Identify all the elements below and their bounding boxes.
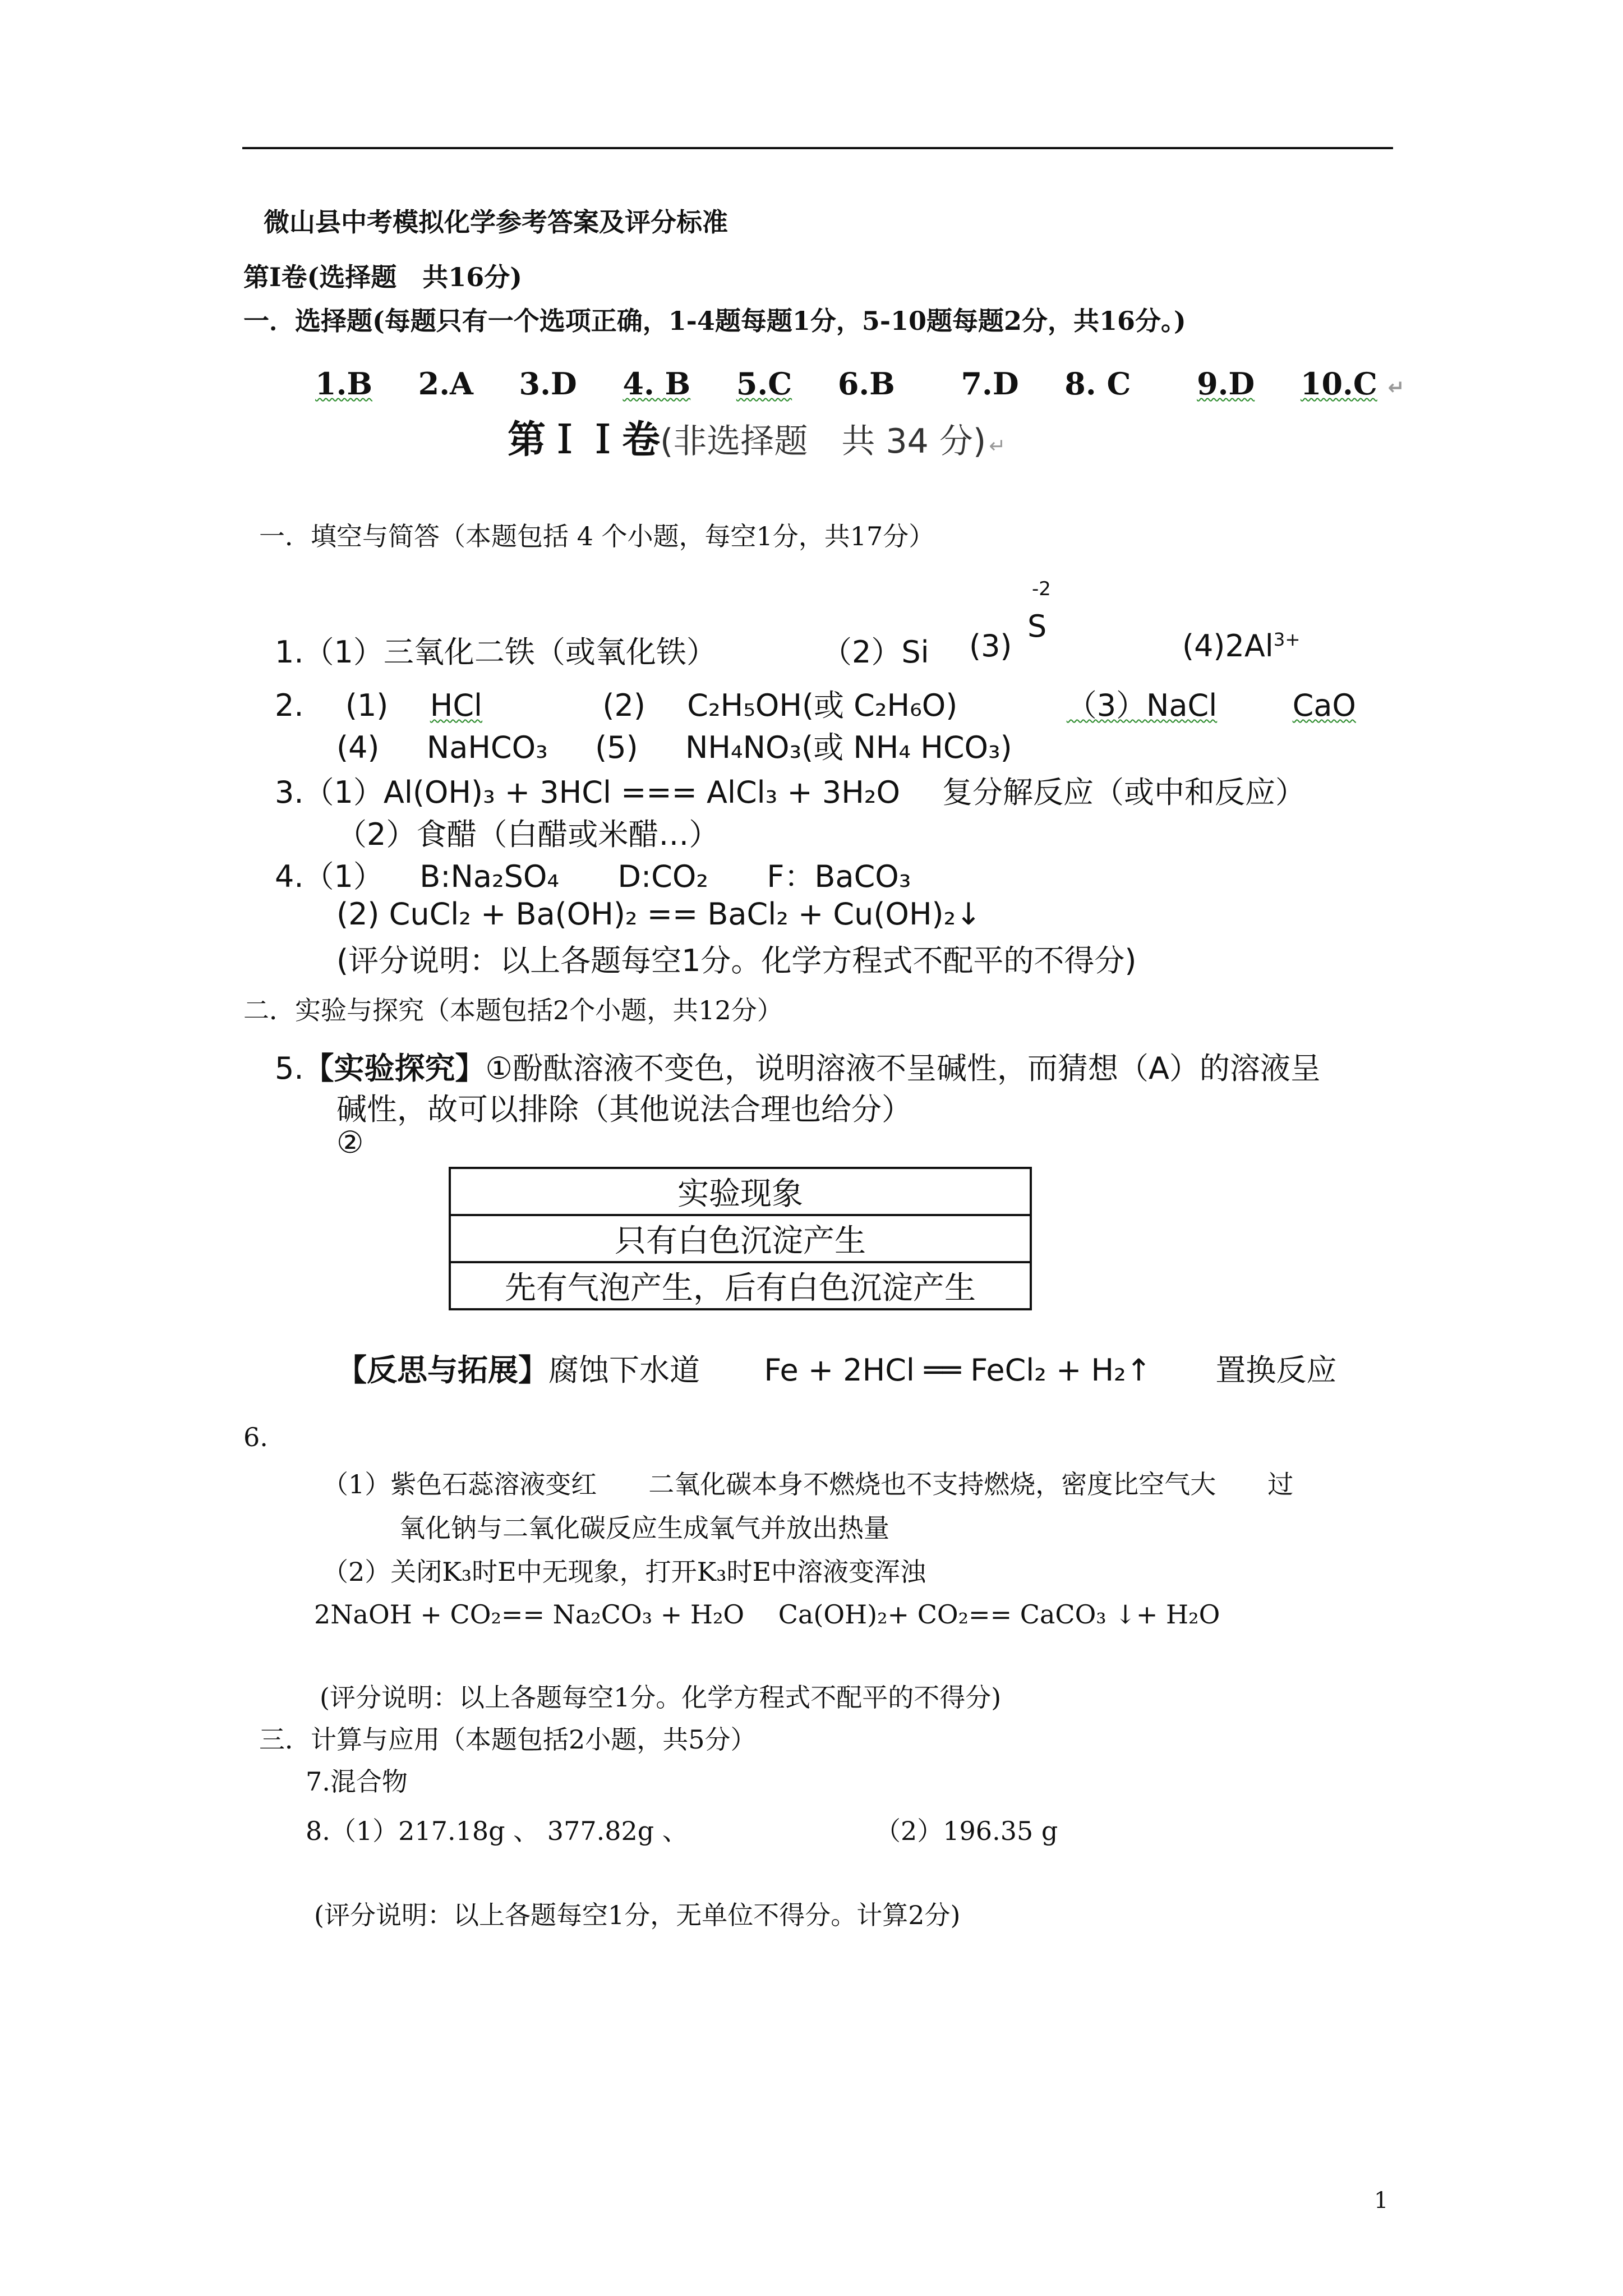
q6-number: 6. (243, 1422, 268, 1452)
answer-1: 1.B (315, 366, 373, 402)
answer-3: 3.D (519, 366, 577, 402)
q2-answer-3: （3）NaCl (1066, 688, 1218, 723)
mcq-answers (315, 366, 1405, 402)
q4-label: 4.（1） (275, 859, 384, 894)
section3-title: 三．计算与应用（本题包括2小题，共5分） (259, 1724, 757, 1755)
q2-label-2: (2) (602, 688, 645, 723)
q6-line1: （1）紫色石蕊溶液变红 二氧化碳本身不燃烧也不支持燃烧，密度比空气大 过 (322, 1469, 1294, 1499)
q4-answer-b: B:Na₂SO₄ (419, 859, 560, 894)
reflection-equation: Fe + 2HCl ══ FeCl₂ + H₂↑ (764, 1352, 1152, 1388)
q8-answer-1: 8.（1）217.18g 、 377.82g 、 (306, 1816, 688, 1846)
answer-7: 7.D (961, 366, 1019, 402)
answer-8: 8. C (1064, 366, 1131, 402)
q8-answer-2: （2）196.35 g (875, 1816, 1058, 1846)
document-title: 微山县中考模拟化学参考答案及评分标准 (264, 207, 728, 237)
q1-al-ion: (4)2Al (1182, 628, 1274, 664)
q5-tag: 【实验探究】 (303, 1051, 486, 1086)
section2-title: 二．实验与探究（本题包括2个小题，共12分） (243, 995, 783, 1025)
q5-reflection (336, 1346, 1336, 1389)
q5-number: 5. (275, 1051, 304, 1086)
reflection-answer-1: 腐蚀下水道 (548, 1352, 700, 1388)
q2-label-1: (1) (345, 688, 389, 723)
scoring-note-3: (评分说明：以上各题每空1分，无单位不得分。计算2分) (314, 1900, 961, 1930)
part2-header-sub: (非选择题 共 34 分) (660, 422, 986, 461)
answer-6: 6.B (837, 366, 895, 402)
q6-line3: （2）关闭K₃时E中无现象，打开K₃时E中溶液变浑浊 (322, 1557, 926, 1587)
answer-2: 2.A (418, 366, 473, 402)
q3-equation: 3.（1）Al(OH)₃ + 3HCl === AlCl₃ + 3H₂O (275, 775, 901, 810)
q2-line1 (275, 682, 1356, 725)
q1-part4 (1182, 628, 1301, 664)
section1-title: 一．填空与简答（本题包括 4 个小题，每空1分，共17分） (259, 521, 935, 551)
q2-answer-2: C₂H₅OH(或 C₂H₆O) (687, 688, 958, 723)
q1-part3: (3) (969, 628, 1012, 664)
q5-line1 (275, 1045, 1321, 1088)
q2-answer-5: NH₄NO₃(或 NH₄ HCO₃) (685, 730, 1012, 765)
page-number: 1 (1374, 2188, 1389, 2214)
q2-answer-4: NaHCO₃ (426, 730, 548, 765)
answer-9: 9.D (1197, 366, 1255, 402)
q1-sulfur-symbol: S (1027, 609, 1047, 644)
q5-line2: 碱性，故可以排除（其他说法合理也给分） (336, 1092, 912, 1127)
top-rule (242, 147, 1393, 149)
part2-header (508, 409, 1006, 464)
q1-sulfur-charge: -2 (1032, 578, 1051, 600)
table-cell: 只有白色沉淀产生 (450, 1215, 1031, 1262)
return-mark-icon: ↵ (1387, 376, 1405, 399)
q2-label-5: (5) (595, 730, 638, 765)
q4-answer-d: D:CO₂ (617, 859, 709, 894)
q4-equation: (2) CuCl₂ + Ba(OH)₂ == BaCl₂ + Cu(OH)₂↓ (336, 896, 981, 932)
q6-equations: 2NaOH + CO₂== Na₂CO₃ + H₂O Ca(OH)₂+ CO₂== CaCO₃ ↓+ H₂O (314, 1599, 1220, 1630)
q2-line2 (336, 724, 1012, 767)
q2-answer-1: HCl (430, 688, 483, 723)
q1-al-charge: 3+ (1273, 629, 1301, 650)
return-mark-icon: ↵ (989, 435, 1006, 458)
table-row (450, 1215, 1031, 1262)
q2-number: 2. (275, 688, 304, 723)
scoring-note-2: (评分说明：以上各题每空1分。化学方程式不配平的不得分) (320, 1682, 1002, 1713)
experiment-table (449, 1167, 1032, 1310)
answer-5: 5.C (736, 366, 792, 402)
q6-line2: 氧化钠与二氧化碳反应生成氧气并放出热量 (399, 1513, 889, 1543)
table-cell: 先有气泡产生，后有白色沉淀产生 (450, 1262, 1031, 1309)
q5-text-1: ①酚酞溶液不变色，说明溶液不呈碱性，而猜想（A）的溶液呈 (485, 1051, 1321, 1086)
scoring-note-1: (评分说明：以上各题每空1分。化学方程式不配平的不得分) (336, 943, 1137, 978)
q5-circle-2: ② (336, 1125, 364, 1160)
q1-part2: （2）Si (822, 634, 929, 670)
part2-header-main: 第ＩＩ卷 (508, 418, 661, 462)
q3-reaction-type: 复分解反应（或中和反应） (942, 775, 1306, 810)
table-header-cell: 实验现象 (450, 1168, 1031, 1215)
mcq-section-title: 一．选择题(每题只有一个选项正确，1-4题每题1分，5-10题每题2分，共16分。) (243, 306, 1186, 336)
q1-part1: 1.（1）三氧化二铁（或氧化铁） (275, 634, 717, 670)
q4-answer-f: F：BaCO₃ (767, 859, 911, 894)
q7-answer: 7.混合物 (306, 1766, 408, 1797)
part1-header: 第Ⅰ卷(选择题 共16分) (243, 262, 523, 292)
answer-10: 10.C (1300, 366, 1377, 402)
table-row (450, 1262, 1031, 1309)
reflection-reaction-type: 置换反应 (1215, 1352, 1337, 1388)
q3-part2: （2）食醋（白醋或米醋…） (336, 817, 720, 852)
table-row (450, 1168, 1031, 1215)
reflection-tag: 【反思与拓展】 (336, 1352, 548, 1388)
q2-label-4: (4) (336, 730, 380, 765)
q2-answer-3b: CaO (1292, 688, 1356, 723)
q4-line1 (275, 853, 911, 896)
answer-4: 4. B (623, 366, 691, 402)
